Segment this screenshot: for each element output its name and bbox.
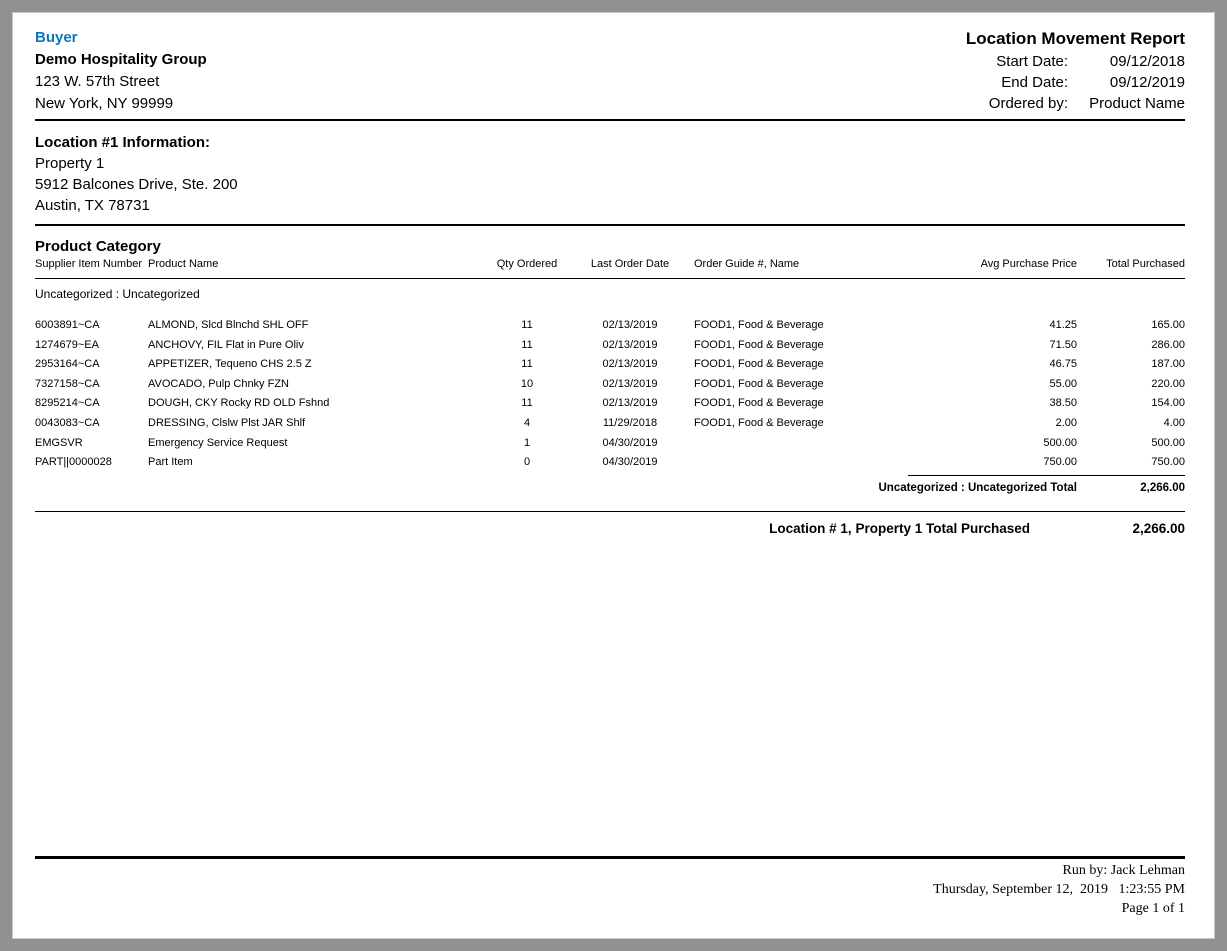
column-header-avg-purchase-price: Avg Purchase Price xyxy=(980,258,1077,270)
location-address-line1: 5912 Balcones Drive, Ste. 200 xyxy=(35,176,238,193)
cell-total-purchased: 500.00 xyxy=(1151,436,1185,449)
location-total-value: 2,266.00 xyxy=(1132,520,1185,536)
cell-total-purchased: 154.00 xyxy=(1151,397,1185,410)
cell-product-name: DRESSING, Clslw Plst JAR Shlf xyxy=(148,416,306,429)
table-row xyxy=(35,453,1185,473)
run-by-text: Run by: Jack Lehman xyxy=(1062,863,1185,878)
cell-total-purchased: 165.00 xyxy=(1151,319,1185,331)
cell-order-guide: FOOD1, Food & Beverage xyxy=(694,416,824,429)
cell-product-name: Part Item xyxy=(148,456,193,469)
cell-last-order-date: 02/13/2019 xyxy=(602,377,658,390)
column-header-product-name: Product Name xyxy=(148,258,219,270)
cell-supplier-item-number: 1274679~EA xyxy=(35,338,99,351)
cell-supplier-item-number: PART||0000028 xyxy=(35,456,112,469)
table-row xyxy=(35,394,1185,414)
cell-supplier-item-number: 7327158~CA xyxy=(35,377,100,390)
start-date-label: Start Date: xyxy=(996,53,1068,70)
start-date-value: 09/12/2018 xyxy=(1109,53,1185,70)
company-address-line1: 123 W. 57th Street xyxy=(35,73,160,90)
report-footer xyxy=(35,856,1185,918)
ordered-by-label: Ordered by: xyxy=(988,95,1068,112)
location-info-heading: Location #1 Information: xyxy=(35,134,211,151)
report-meta-block xyxy=(966,27,1185,114)
cell-total-purchased: 750.00 xyxy=(1151,456,1185,469)
cell-product-name: DOUGH, CKY Rocky RD OLD Fshnd xyxy=(148,397,330,410)
cell-order-guide: FOOD1, Food & Beverage xyxy=(694,338,824,351)
cell-qty-ordered: 11 xyxy=(521,338,533,351)
table-row xyxy=(35,316,1185,336)
cell-product-name: ALMOND, Slcd Blnchd SHL OFF xyxy=(148,319,309,331)
meta-row-start-date xyxy=(966,51,1185,72)
cell-avg-purchase-price: 55.00 xyxy=(1049,377,1077,390)
cell-total-purchased: 220.00 xyxy=(1151,377,1185,390)
report-page xyxy=(12,12,1215,939)
cell-qty-ordered: 0 xyxy=(523,456,531,469)
cell-total-purchased: 187.00 xyxy=(1151,358,1185,371)
table-header-divider xyxy=(35,278,1185,279)
category-group-label: Uncategorized : Uncategorized xyxy=(35,287,200,301)
cell-qty-ordered: 10 xyxy=(520,377,534,390)
location-total-divider xyxy=(35,511,1185,512)
group-total-divider xyxy=(908,475,1185,476)
cell-avg-purchase-price: 71.50 xyxy=(1049,338,1077,351)
header-divider xyxy=(35,119,1185,121)
group-total-row xyxy=(35,481,1185,495)
cell-avg-purchase-price: 41.25 xyxy=(1049,319,1077,331)
table-row xyxy=(35,375,1185,395)
cell-avg-purchase-price: 46.75 xyxy=(1049,358,1077,371)
cell-avg-purchase-price: 500.00 xyxy=(1043,436,1077,449)
cell-product-name: ANCHOVY, FIL Flat in Pure Oliv xyxy=(148,338,304,351)
cell-product-name: AVOCADO, Pulp Chnky FZN xyxy=(148,377,289,390)
report-content xyxy=(12,12,1215,537)
column-header-order-guide: Order Guide #, Name xyxy=(694,258,800,270)
cell-product-name: Emergency Service Request xyxy=(148,436,288,449)
table-row xyxy=(35,336,1185,356)
cell-total-purchased: 286.00 xyxy=(1151,338,1185,351)
cell-supplier-item-number: 0043083~CA xyxy=(35,416,100,429)
cell-last-order-date: 04/30/2019 xyxy=(602,456,658,469)
cell-qty-ordered: 1 xyxy=(523,436,531,449)
company-name: Demo Hospitality Group xyxy=(35,51,207,68)
group-total-label: Uncategorized : Uncategorized Total xyxy=(878,481,1077,494)
meta-row-end-date xyxy=(966,72,1185,93)
location-address-line2: Austin, TX 78731 xyxy=(35,197,150,214)
cell-avg-purchase-price: 2.00 xyxy=(1055,416,1077,429)
ordered-by-value: Product Name xyxy=(1089,95,1185,112)
cell-last-order-date: 02/13/2019 xyxy=(602,397,658,410)
product-category-heading: Product Category xyxy=(35,238,161,255)
cell-order-guide: FOOD1, Food & Beverage xyxy=(694,358,824,371)
run-datetime-text: Thursday, September 12, 2019 1:23:55 PM xyxy=(933,882,1185,897)
cell-qty-ordered: 11 xyxy=(521,319,533,331)
end-date-label: End Date: xyxy=(1001,74,1068,91)
cell-order-guide: FOOD1, Food & Beverage xyxy=(694,397,824,410)
cell-supplier-item-number: 2953164~CA xyxy=(35,358,100,371)
column-header-supplier-item-number: Supplier Item Number xyxy=(35,258,142,270)
page-number-text: Page 1 of 1 xyxy=(1121,901,1185,916)
table-row xyxy=(35,434,1185,454)
cell-last-order-date: 02/13/2019 xyxy=(602,358,658,371)
cell-order-guide: FOOD1, Food & Beverage xyxy=(694,319,824,331)
report-header xyxy=(35,27,1185,115)
location-name: Property 1 xyxy=(35,155,105,172)
location-total-row xyxy=(35,521,1185,537)
cell-last-order-date: 02/13/2019 xyxy=(602,338,658,351)
buyer-label: Buyer xyxy=(35,29,78,46)
cell-avg-purchase-price: 38.50 xyxy=(1049,397,1077,410)
cell-qty-ordered: 11 xyxy=(521,397,533,410)
footer-divider xyxy=(35,856,1185,859)
cell-last-order-date: 02/13/2019 xyxy=(602,319,658,331)
buyer-info-block xyxy=(35,27,207,115)
location-total-label: Location # 1, Property 1 Total Purchased xyxy=(769,520,1030,536)
location-divider xyxy=(35,224,1185,226)
cell-order-guide: FOOD1, Food & Beverage xyxy=(694,377,824,390)
end-date-value: 09/12/2019 xyxy=(1109,74,1185,91)
cell-product-name: APPETIZER, Tequeno CHS 2.5 Z xyxy=(148,358,312,371)
group-total-value: 2,266.00 xyxy=(1140,481,1185,494)
footer-text-block xyxy=(35,861,1185,918)
cell-qty-ordered: 11 xyxy=(521,358,533,371)
column-header-qty-ordered: Qty Ordered xyxy=(496,258,558,270)
cell-supplier-item-number: 8295214~CA xyxy=(35,397,100,410)
cell-last-order-date: 04/30/2019 xyxy=(602,436,658,449)
table-row xyxy=(35,355,1185,375)
column-header-last-order-date: Last Order Date xyxy=(590,258,670,270)
cell-supplier-item-number: EMGSVR xyxy=(35,436,83,449)
cell-qty-ordered: 4 xyxy=(523,416,531,429)
meta-row-ordered-by xyxy=(966,93,1185,114)
report-title: Location Movement Report xyxy=(965,29,1185,48)
cell-last-order-date: 11/29/2018 xyxy=(602,416,658,429)
cell-supplier-item-number: 6003891~CA xyxy=(35,319,100,331)
table-body xyxy=(35,316,1185,473)
table-header-row xyxy=(35,258,1185,271)
cell-total-purchased: 4.00 xyxy=(1163,416,1185,429)
company-address-line2: New York, NY 99999 xyxy=(35,95,174,112)
cell-avg-purchase-price: 750.00 xyxy=(1043,456,1077,469)
table-row xyxy=(35,414,1185,434)
column-header-total-purchased: Total Purchased xyxy=(1106,258,1185,270)
